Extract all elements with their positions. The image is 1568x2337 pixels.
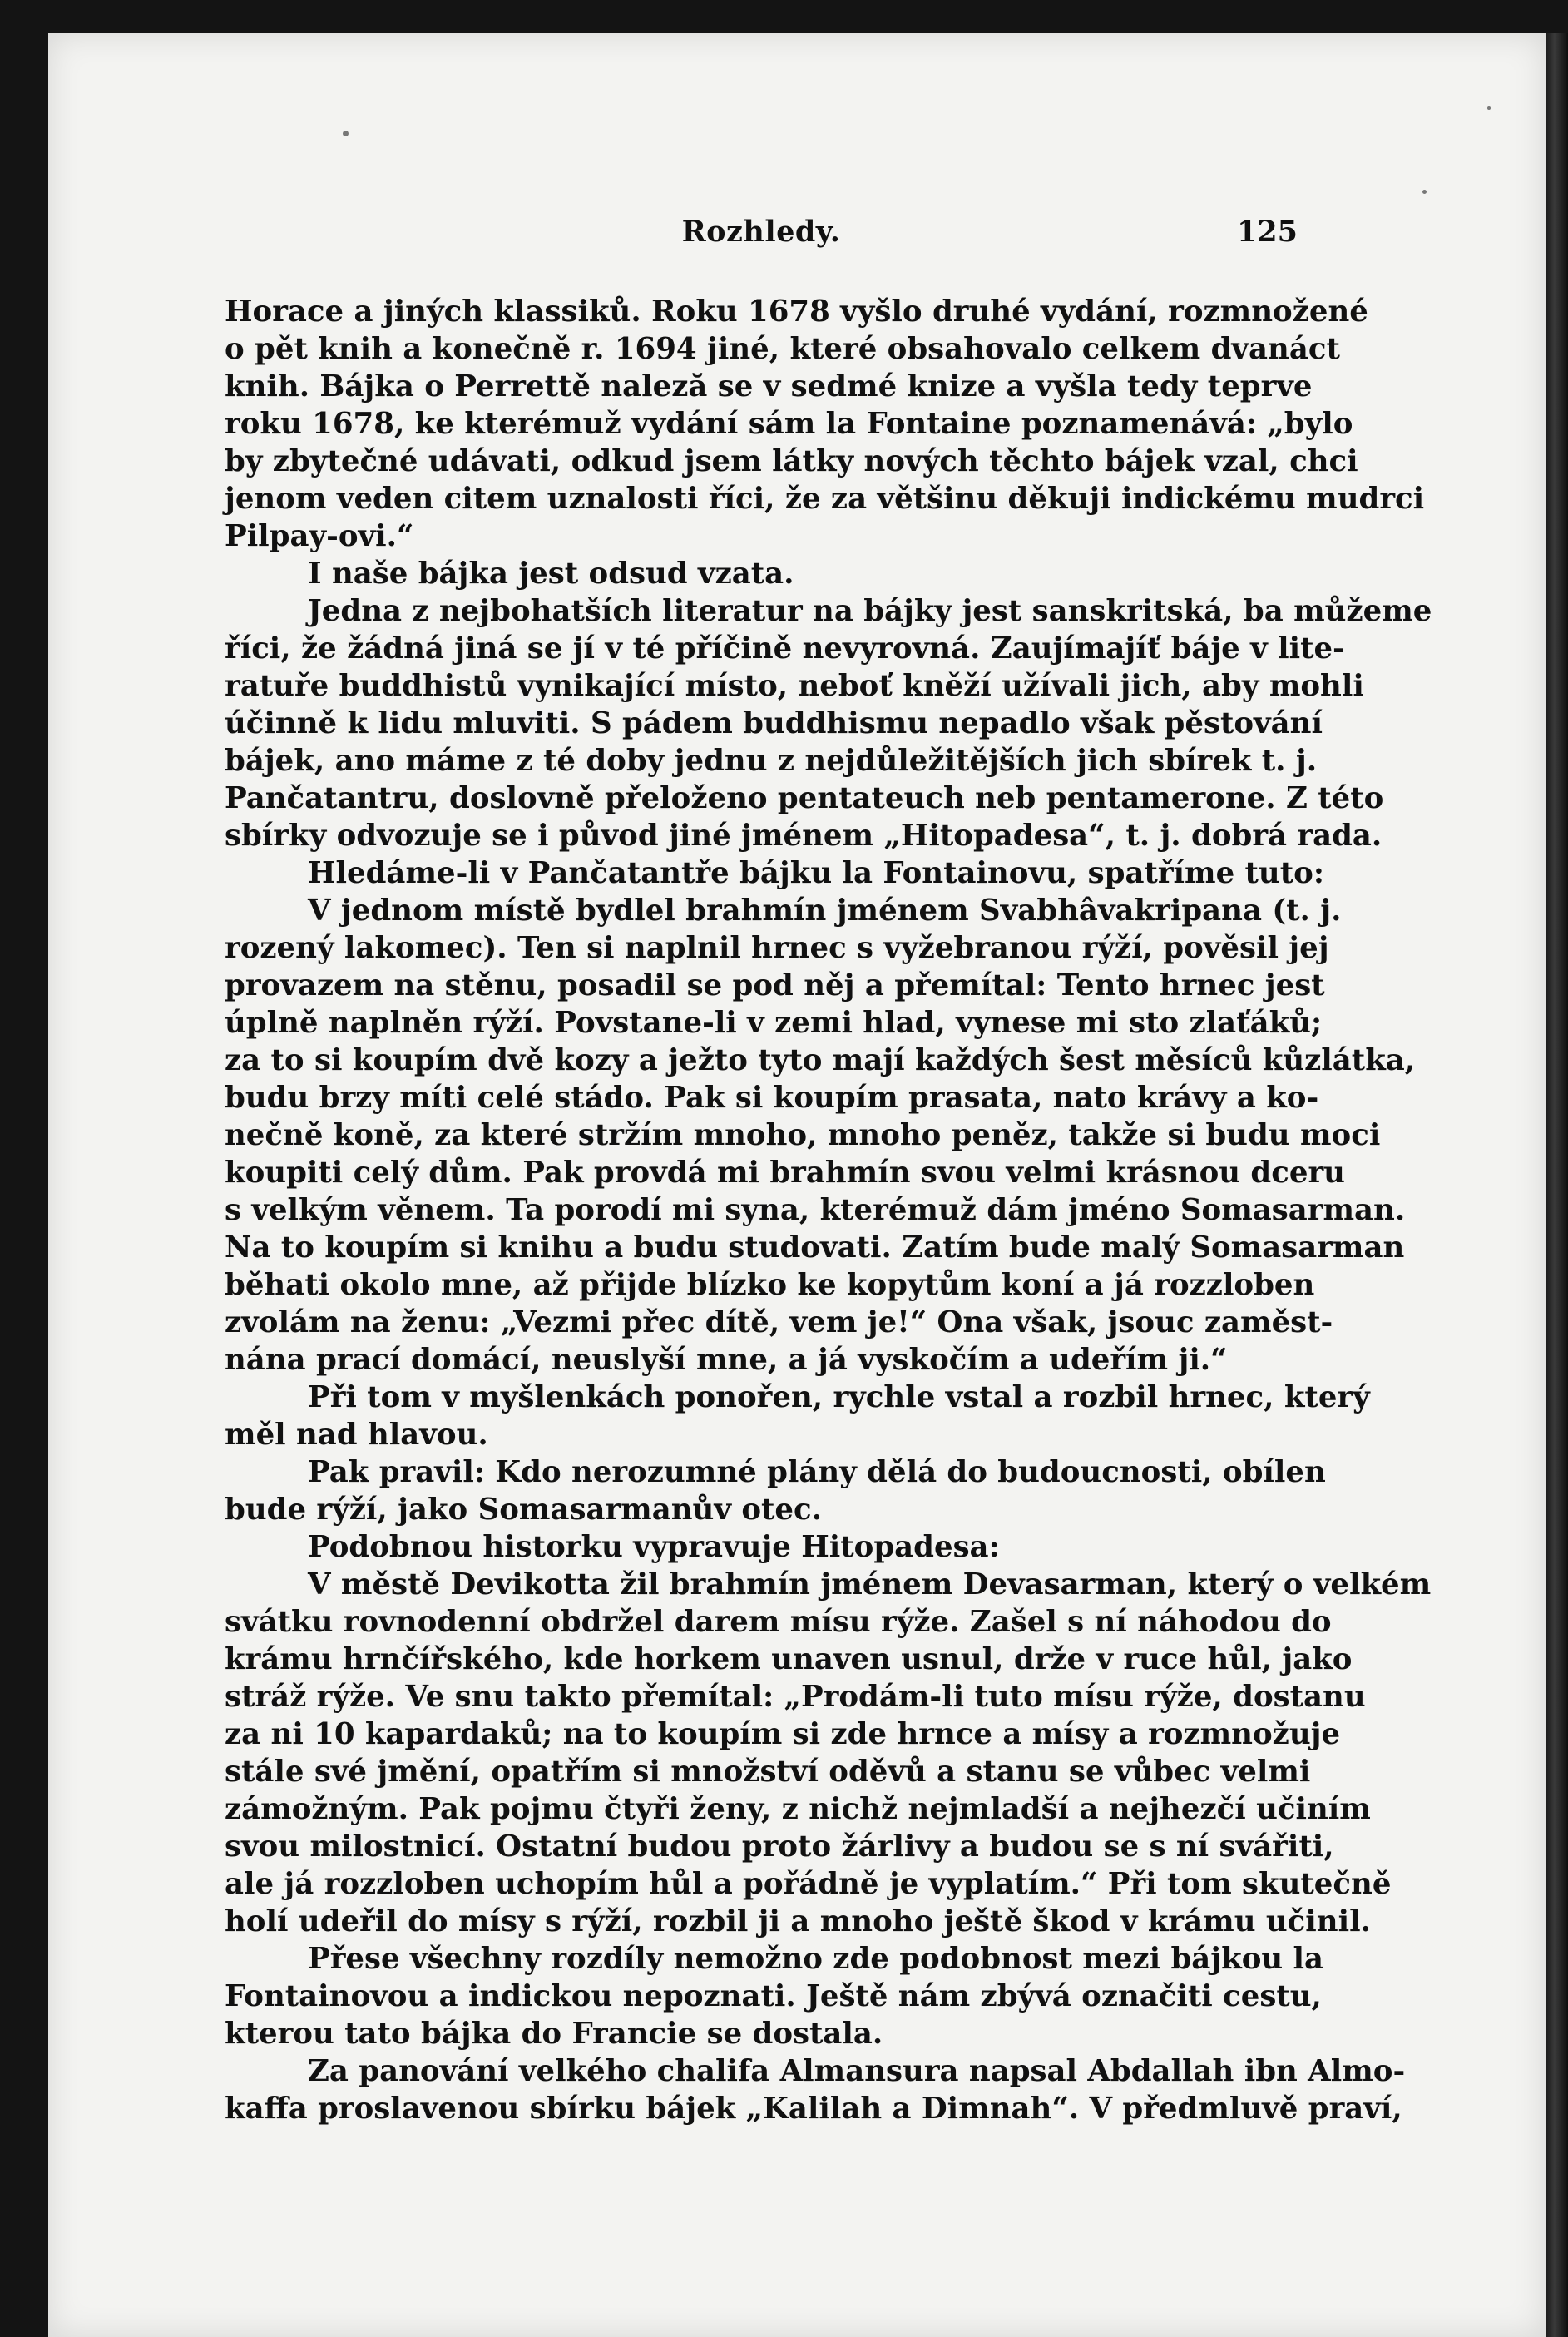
- text-line: o pět knih a konečně r. 1694 jiné, které obsahovalo celkem dvanáct: [225, 332, 1340, 366]
- text-line: úplně naplněn rýží. Povstane-li v zemi hlad, vynese mi sto zlaťáků;: [225, 1006, 1323, 1040]
- text-line: s velkým věnem. Ta porodí mi syna, kterémuž dám jméno Somasarman.: [225, 1193, 1406, 1227]
- text-line: krámu hrnčířského, kde horkem unaven usnul, drže v ruce hůl, jako: [225, 1642, 1353, 1676]
- text-line: Přese všechny rozdíly nemožno zde podobnost mezi bájkou la: [308, 1942, 1324, 1976]
- scan-speck: [343, 131, 349, 136]
- text-line: rozený lakomec). Ten si naplnil hrnec s vyžebranou rýží, pověsil jej: [225, 931, 1329, 965]
- text-line: jenom veden citem uznalosti říci, že za většinu děkuji indickému mudrci: [225, 482, 1425, 516]
- text-line: Podobnou historku vypravuje Hitopadesa:: [308, 1530, 1000, 1564]
- text-line: běhati okolo mne, až přijde blízko ke kopytům koní a já rozzloben: [225, 1268, 1315, 1302]
- text-line: Za panování velkého chalifa Almansura napsal Abdallah ibn Almo-: [308, 2054, 1406, 2088]
- text-line: V jednom místě bydlel brahmín jménem Svabhâvakripana (t. j.: [308, 894, 1342, 928]
- text-line: nána prací domácí, neuslyší mne, a já vyskočím a udeřím ji.“: [225, 1343, 1228, 1377]
- page-edge-shadow: [1546, 33, 1568, 2337]
- text-line: Při tom v myšlenkách ponořen, rychle vstal a rozbil hrnec, který: [308, 1380, 1370, 1414]
- scan-speck: [1422, 190, 1427, 194]
- text-line: budu brzy míti celé stádo. Pak si koupím prasata, nato krávy a ko-: [225, 1081, 1319, 1115]
- text-line: stráž rýže. Ve snu takto přemítal: „Prodám-li tuto mísu rýže, dostanu: [225, 1680, 1366, 1714]
- text-line: bájek, ano máme z té doby jednu z nejdůležitějších jich sbírek t. j.: [225, 744, 1318, 778]
- text-line: roku 1678, ke kterémuž vydání sám la Fontaine poznamenává: „bylo: [225, 407, 1353, 441]
- text-line: Pilpay-ovi.“: [225, 519, 414, 553]
- text-line: účinně k lidu mluviti. S pádem buddhismu nepadlo však pěstování: [225, 706, 1323, 740]
- text-line: Jedna z nejbohatších literatur na bájky jest sanskritská, ba můžeme: [308, 594, 1432, 628]
- text-line: Pak pravil: Kdo nerozumné plány dělá do budoucnosti, obílen: [308, 1455, 1326, 1489]
- text-line: by zbytečné udávati, odkud jsem látky nových těchto bájek vzal, chci: [225, 444, 1358, 478]
- text-line: za ni 10 kapardaků; na to koupím si zde hrnce a mísy a rozmnožuje: [225, 1717, 1341, 1751]
- text-line: ratuře buddhistů vynikající místo, neboť kněží užívali jich, aby mohli: [225, 669, 1364, 703]
- text-line: kterou tato bájka do Francie se dostala.: [225, 2017, 883, 2051]
- text-line: kaffa proslavenou sbírku bájek „Kalilah a Dimnah“. V předmluvě praví,: [225, 2092, 1402, 2126]
- page-number: 125: [1236, 215, 1298, 249]
- text-line: knih. Bájka o Perrettě naleză se v sedmé knize a vyšla tedy teprve: [225, 369, 1313, 404]
- text-line: Hledáme-li v Pančatantře bájku la Fontainovu, spatříme tuto:: [308, 856, 1324, 890]
- text-line: I naše bájka jest odsud vzata.: [308, 557, 794, 591]
- text-line: Horace a jiných klassiků. Roku 1678 vyšlo druhé vydání, rozmnožené: [225, 295, 1368, 329]
- text-line: zvolám na ženu: „Vezmi přec dítě, vem je!“ Ona však, jsouc zaměst-: [225, 1305, 1333, 1339]
- text-line: svou milostnicí. Ostatní budou proto žárlivy a budou se s ní svářiti,: [225, 1829, 1334, 1864]
- text-line: za to si koupím dvě kozy a ježto tyto mají každých šest měsíců kůzlátka,: [225, 1043, 1416, 1077]
- text-line: zámožným. Pak pojmu čtyři ženy, z nichž nejmladší a nejhezčí učiním: [225, 1792, 1371, 1826]
- text-line: provazem na stěnu, posadil se pod něj a přemítal: Tento hrnec jest: [225, 968, 1325, 1003]
- text-line: měl nad hlavou.: [225, 1418, 488, 1452]
- text-line: V městě Devikotta žil brahmín jménem Devasarman, který o velkém: [308, 1567, 1432, 1602]
- text-line: nečně koně, za které stržím mnoho, mnoho peněz, takže si budu moci: [225, 1118, 1381, 1152]
- body-text: [225, 293, 1432, 2127]
- text-line: sbírky odvozuje se i původ jiné jménem „Hitopadesa“, t. j. dobrá rada.: [225, 819, 1383, 853]
- text-line: Fontainovou a indickou nepoznati. Ještě nám zbývá označiti cestu,: [225, 1979, 1322, 2013]
- text-line: Pančatantru, doslovně přeloženo pentateuch neb pentamerone. Z této: [225, 781, 1384, 815]
- text-line: holí udeřil do mísy s rýží, rozbil ji a mnoho ještě škod v krámu učinil.: [225, 1904, 1371, 1938]
- text-line: Na to koupím si knihu a budu studovati. Zatím bude malý Somasarman: [225, 1230, 1405, 1265]
- text-line: říci, že žádná jiná se jí v té příčině nevyrovná. Zaujímajíť báje v lite-: [225, 631, 1345, 666]
- page-header: [225, 215, 1298, 256]
- scan-speck: [1487, 106, 1491, 110]
- text-line: koupiti celý dům. Pak provdá mi brahmín svou velmi krásnou dceru: [225, 1156, 1345, 1190]
- text-line: ale já rozzloben uchopím hůl a pořádně je vyplatím.“ Při tom skutečně: [225, 1867, 1392, 1901]
- text-line: svátku rovnodenní obdržel darem mísu rýže. Zašel s ní náhodou do: [225, 1605, 1332, 1639]
- text-line: bude rýží, jako Somasarmanův otec.: [225, 1493, 822, 1527]
- text-line: stále své jmění, opatřím si množství oděvů a stanu se vůbec velmi: [225, 1755, 1311, 1789]
- running-title: Rozhledy.: [681, 215, 841, 249]
